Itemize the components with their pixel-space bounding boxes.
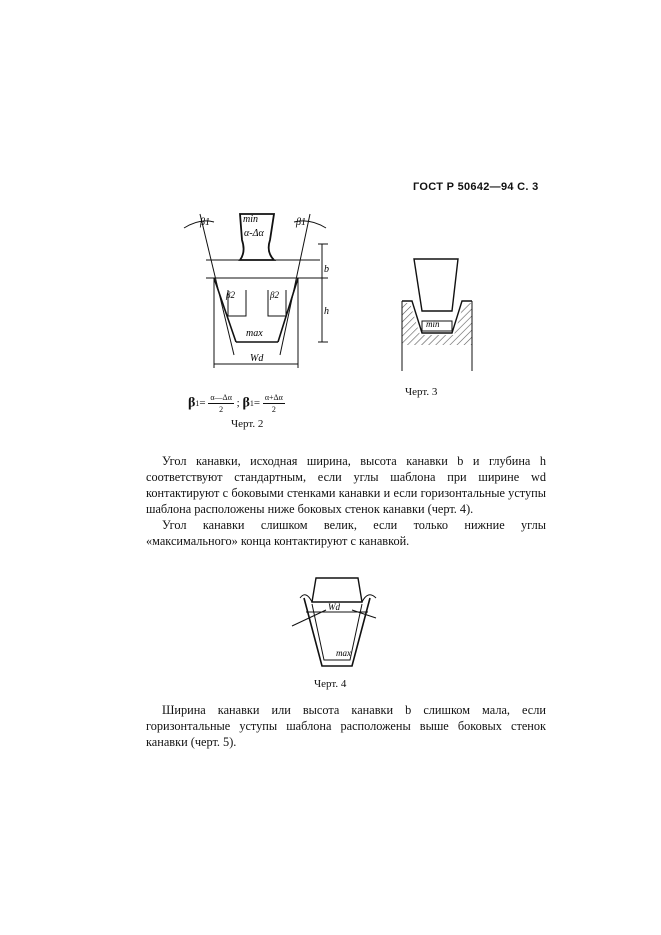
- figure-3-caption: Черт. 3: [405, 386, 438, 398]
- figure-3-min-label: min: [426, 319, 440, 329]
- figure-4-max-label: max: [336, 648, 351, 658]
- figure-2-wd-label: Wd: [250, 353, 264, 364]
- figure-2-beta2-left: β2: [226, 290, 235, 300]
- figure-2-h-label: h: [324, 306, 329, 317]
- figure-2-beta1-right: β1: [296, 217, 306, 228]
- figure-4-caption: Черт. 4: [314, 678, 347, 690]
- paragraph-2: Угол канавки слишком велик, если только нижние углы «максимального» конца контактируют с канавкой.: [146, 518, 546, 548]
- paragraph-3: Ширина канавки или высота канавки b слишком мала, если горизонтальные уступы шаблона расположены выше боковых стенок канавки (черт. 5).: [146, 703, 546, 749]
- figure-2-drawing: [170, 200, 340, 380]
- figure-2-beta1-left: β1: [200, 217, 210, 228]
- figure-4-wd-label: Wd: [328, 602, 340, 612]
- figure-2-min-label: min: [243, 214, 258, 225]
- figure-4-drawing: [286, 574, 382, 674]
- figure-2-b-label: b: [324, 264, 329, 275]
- figure-3-drawing: [398, 255, 478, 375]
- figure-2-max-label: max: [246, 328, 263, 339]
- figure-2-formula: β1= $\frac{\alpha—\Delta\alpha}{2}$ ; β1= $\frac{\alpha+\Delta\alpha}{2}$: [188, 393, 283, 414]
- figure-2-beta2-right: β2: [270, 290, 279, 300]
- figure-2-alpha-label: α-Δα: [244, 228, 264, 239]
- page-header: ГОСТ Р 50642—94 С. 3: [413, 181, 539, 193]
- figure-2-caption: Черт. 2: [231, 418, 264, 430]
- template-top: [312, 578, 362, 602]
- paragraph-1: Угол канавки, исходная ширина, высота канавки b и глубина h соответствуют стандартным, если углы шаблона при ширине wd контактируют с боковыми стенками канавки и если горизонтальные уступы шаблона расположены ниже боковых стенок канавки (черт. 4).: [146, 454, 546, 516]
